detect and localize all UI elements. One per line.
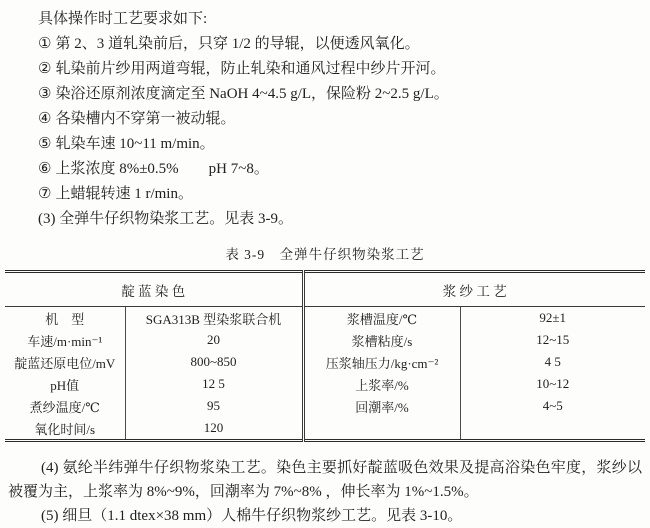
cell-label-right: 浆槽温度/℃ [303,307,460,330]
table-row [5,417,645,441]
cell-label-left: 煮纱温度/℃ [29,399,100,415]
cell-value-right: 10~12 [460,373,645,395]
cell-value-right: 92±1 [460,307,645,330]
cell-value-left: 95 [125,395,303,417]
paragraph-4: (4) 氨纶半纬弹牛仔织物浆染工艺。染色主要抓好靛蓝吸色效果及提高浴染色牢度，浆纱以被覆为主，上浆率为 8%~9%，回潮率为 7%~8% ，伸长率为 1%~1.5%。 [8,460,642,500]
process-step-5 [38,132,645,157]
cell-value-left: 20 [125,329,303,351]
table-row [5,351,645,373]
process-step-7 [38,182,645,207]
step-text: 第 2、3 道轧染前后，只穿 1/2 的导辊，以便透风氧化。 [55,36,420,52]
cell-label-left: pH值 [50,377,80,393]
cell-label-left: 车速/m·min⁻¹ [27,333,103,349]
paragraph-3: (3) 全弹牛仔织物染浆工艺。见表 3-9。 [38,211,293,227]
group-header-indigo-dyeing: 靛 蓝 染 色 [5,272,303,307]
table-row [5,395,645,417]
cell-value-left: 120 [125,417,303,441]
table-group-header-row [5,272,645,307]
step-text: 各染槽内不穿第一被动辊。 [55,111,236,127]
process-step-6 [38,157,645,182]
step-marker: ④ [38,111,52,127]
paragraph-5: (5) 细旦（1.1 dtex×38 mm）人棉牛仔织物浆纱工艺。见表 3-10。 [41,508,463,524]
step-marker: ① [38,36,52,52]
table-row [5,373,645,395]
process-step-2 [38,57,645,82]
step-text: 轧染前片纱用两道弯辊，防止轧染和通风过程中纱片开河。 [55,61,446,77]
cell-label-left: 氧化时间/s [34,421,96,437]
step-text: 上蜡辊转速 1 r/min。 [55,186,193,202]
step-marker: ⑥ [38,161,52,177]
cell-value-right [460,417,645,441]
cell-value-right: 12~15 [460,329,645,351]
dye-sizing-process-table [5,270,645,442]
table-caption: 表 3-9 全弹牛仔织物染浆工艺 [225,247,425,262]
step-marker: ③ [38,86,52,102]
cell-label-right: 回潮率/% [303,395,460,417]
process-step-1 [38,32,645,57]
cell-value-right: 4~5 [460,395,645,417]
step-text: 上浆浓度 8%±0.5% pH 7~8。 [55,161,269,177]
step-marker: ⑤ [38,136,52,152]
cell-label-right [303,417,460,441]
cell-label-right: 上浆率/% [303,373,460,395]
intro-paragraph: 具体操作时工艺要求如下: [38,11,208,27]
step-text: 染浴还原剂浓度滴定至 NaOH 4~4.5 g/L，保险粉 2~2.5 g/L。 [55,86,449,102]
cell-value-left: 12 5 [125,373,303,395]
cell-value-left: 800~850 [125,351,303,373]
cell-label-left: 机 型 [45,311,85,327]
step-text: 轧染车速 10~11 m/min。 [55,136,215,152]
process-step-4 [38,107,645,132]
step-marker: ⑦ [38,186,52,202]
cell-value-left: SGA313B 型染浆联合机 [125,307,303,330]
step-marker: ② [38,61,52,77]
process-step-3 [38,82,645,107]
cell-label-left: 靛蓝还原电位/mV [14,355,116,371]
cell-label-right: 压浆轴压力/kg·cm⁻² [303,351,460,373]
cell-label-right: 浆槽粘度/s [303,329,460,351]
cell-value-right: 4 5 [460,351,645,373]
table-row [5,329,645,351]
table-row [5,307,645,330]
group-header-sizing-process: 浆 纱 工 艺 [303,272,645,307]
